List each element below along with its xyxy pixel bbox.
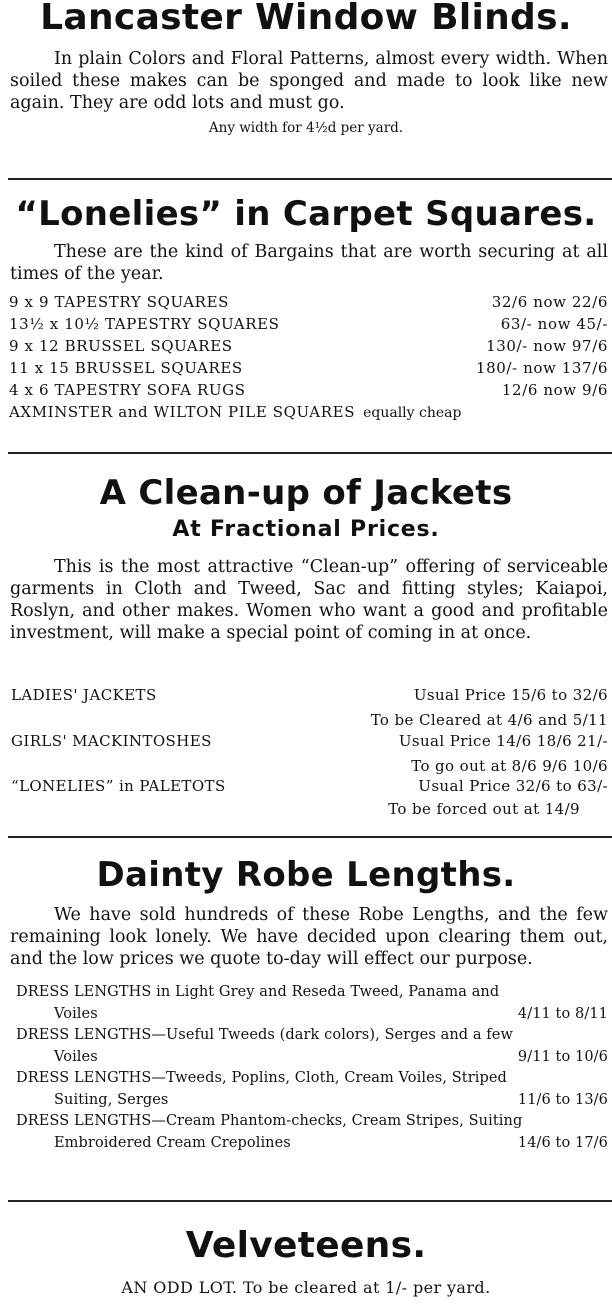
- robes-title: Dainty Robe Lengths.: [96, 855, 516, 895]
- blinds-price-note: Any width for 4½d per yard.: [208, 120, 404, 136]
- robes-section: [0, 852, 612, 1154]
- jackets-paragraph: This is the most attractive “Clean-up” offering of serviceable garments in Cloth and Tweed, Sac and fitting styles; Kaiapoi, Roslyn, and other makes. Women who want a good and profitable investment, will make a special point of coming in at once.: [10, 557, 608, 643]
- velveteens-section: [0, 1224, 612, 1297]
- divider: [8, 1200, 612, 1202]
- blinds-title: Lancaster Window Blinds.: [40, 0, 572, 38]
- list-item: DRESS LENGTHS in Light Grey and Reseda Tweed, Panama and Voiles 4/11 to 8/11: [16, 984, 608, 1022]
- list-item: 11 x 15 BRUSSEL SQUARES 180/- now 137/6: [9, 359, 608, 377]
- blinds-section: [0, 0, 612, 136]
- velveteens-note: AN ODD LOT. To be cleared at 1/- per yard.: [121, 1278, 491, 1297]
- list-item: 4 x 6 TAPESTRY SOFA RUGS 12/6 now 9/6: [9, 381, 608, 399]
- carpets-section: [0, 192, 612, 424]
- list-item: DRESS LENGTHS—Tweeds, Poplins, Cloth, Cream Voiles, Striped Suiting, Serges 11/6 to 13/6: [16, 1070, 608, 1108]
- carpets-title: “Lonelies” in Carpet Squares.: [15, 194, 597, 234]
- carpets-price-list: [0, 291, 612, 424]
- robes-paragraph: We have sold hundreds of these Robe Lengths, and the few remaining look lonely. We have decided upon clearing them out, and the low prices we quote to-day will effect our purpose.: [10, 905, 608, 969]
- carpets-paragraph: These are the kind of Bargains that are worth securing at all times of the year.: [10, 242, 608, 284]
- robes-price-list: [0, 982, 612, 1154]
- list-item: AXMINSTER and WILTON PILE SQUARES equally cheap: [9, 403, 462, 421]
- list-item: 9 x 12 BRUSSEL SQUARES 130/- now 97/6: [9, 337, 608, 355]
- divider: [8, 178, 612, 180]
- blinds-paragraph: In plain Colors and Floral Patterns, almost every width. When soiled these makes can be sponged and made to look like new again. They are odd lots and must go.: [10, 49, 608, 113]
- list-item: 13½ x 10½ TAPESTRY SQUARES 63/- now 45/-: [9, 315, 608, 333]
- jackets-section: A Clean-up of Jackets At Fractional Prices. This is the most attractive “Clean-up” offering of serviceable garments in Cloth and Tweed, Sac and fitting styles; Kaiapoi, Roslyn, and other makes. Women who want a good and profitable investment, will make a special point of coming in at once. LADIES' JACKETS Usual Price 15/6 to 32/6 To be Cleared at 4/6 and 5/11 GIRLS' MACKINTOSHES Usual Price 14/6 18/6 21/- To go out at 8/6 9/6 10/6 “LONELIES” in PALETOTS Usual Price 32/6 to 63/- To be forced out at 14/9: [0, 472, 612, 817]
- velveteens-title: Velveteens.: [185, 1225, 427, 1266]
- divider: [8, 452, 612, 454]
- list-item: DRESS LENGTHS—Useful Tweeds (dark colors), Serges and a few Voiles 9/11 to 10/6: [16, 1027, 608, 1065]
- divider: [8, 836, 612, 838]
- jackets-subtitle: At Fractional Prices.: [172, 517, 440, 542]
- jackets-title: A Clean-up of Jackets: [99, 473, 513, 513]
- list-item: 9 x 9 TAPESTRY SQUARES 32/6 now 22/6: [9, 293, 608, 311]
- list-item: DRESS LENGTHS—Cream Phantom-checks, Cream Stripes, Suiting Embroidered Cream Crepolines 14/6 to 17/6: [16, 1113, 608, 1151]
